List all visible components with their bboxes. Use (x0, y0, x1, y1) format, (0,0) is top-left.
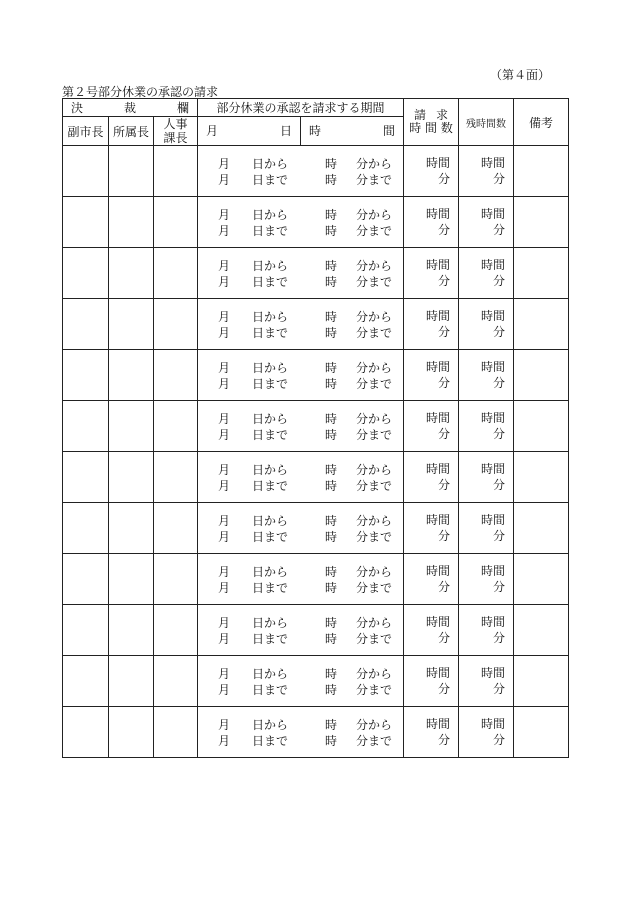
dept-head-stamp-cell[interactable] (109, 503, 154, 554)
remaining-hours-cell[interactable]: 時間 分 (459, 299, 514, 350)
deputy-mayor-stamp-cell[interactable] (63, 554, 109, 605)
dept-head-stamp-cell[interactable] (109, 554, 154, 605)
hr-head-stamp-cell[interactable] (154, 707, 198, 758)
request-row (63, 554, 569, 605)
remarks-cell[interactable] (514, 707, 569, 758)
period-cell[interactable]: 月 日から 時 分から 月 日まで 時 分まで (198, 248, 404, 299)
hr-head-header: 人事 課長 (154, 117, 198, 146)
request-row (63, 248, 569, 299)
period-cell[interactable]: 月 日から 時 分から 月 日まで 時 分まで (198, 605, 404, 656)
deputy-mayor-stamp-cell[interactable] (63, 452, 109, 503)
remarks-cell[interactable] (514, 656, 569, 707)
remaining-hours-cell[interactable]: 時間 分 (459, 248, 514, 299)
remaining-hours-cell[interactable]: 時間 分 (459, 350, 514, 401)
requested-hours-cell[interactable]: 時間 分 (404, 146, 459, 197)
requested-hours-cell[interactable]: 時間 分 (404, 350, 459, 401)
requested-hours-cell[interactable]: 時間 分 (404, 401, 459, 452)
hr-head-stamp-cell[interactable] (154, 656, 198, 707)
partial-leave-request-table (62, 98, 569, 758)
period-cell[interactable]: 月 日から 時 分から 月 日まで 時 分まで (198, 401, 404, 452)
deputy-mayor-stamp-cell[interactable] (63, 707, 109, 758)
dept-head-stamp-cell[interactable] (109, 707, 154, 758)
remarks-cell[interactable] (514, 452, 569, 503)
deputy-mayor-stamp-cell[interactable] (63, 401, 109, 452)
requested-hours-cell[interactable]: 時間 分 (404, 299, 459, 350)
hr-head-stamp-cell[interactable] (154, 401, 198, 452)
dept-head-stamp-cell[interactable] (109, 146, 154, 197)
date-subheader: 月 日 (198, 117, 301, 146)
requested-hours-cell[interactable]: 時間 分 (404, 554, 459, 605)
deputy-mayor-stamp-cell[interactable] (63, 503, 109, 554)
period-cell[interactable]: 月 日から 時 分から 月 日まで 時 分まで (198, 554, 404, 605)
remaining-hours-cell[interactable]: 時間 分 (459, 452, 514, 503)
deputy-mayor-header: 副市長 (63, 117, 109, 146)
dept-head-stamp-cell[interactable] (109, 197, 154, 248)
hr-head-stamp-cell[interactable] (154, 605, 198, 656)
hr-head-stamp-cell[interactable] (154, 452, 198, 503)
request-row (63, 146, 569, 197)
requested-hours-cell[interactable]: 時間 分 (404, 197, 459, 248)
hr-head-stamp-cell[interactable] (154, 350, 198, 401)
period-group-header: 部分休業の承認を請求する期間 (198, 99, 404, 117)
time-subheader: 時 間 (301, 117, 404, 146)
dept-head-stamp-cell[interactable] (109, 248, 154, 299)
period-cell[interactable]: 月 日から 時 分から 月 日まで 時 分まで (198, 197, 404, 248)
dept-head-stamp-cell[interactable] (109, 452, 154, 503)
request-hours-header: 請 求 時 間 数 (404, 99, 459, 146)
hr-head-stamp-cell[interactable] (154, 554, 198, 605)
request-row (63, 503, 569, 554)
request-row (63, 350, 569, 401)
deputy-mayor-stamp-cell[interactable] (63, 350, 109, 401)
deputy-mayor-stamp-cell[interactable] (63, 299, 109, 350)
remaining-hours-cell[interactable]: 時間 分 (459, 605, 514, 656)
requested-hours-cell[interactable]: 時間 分 (404, 656, 459, 707)
remarks-cell[interactable] (514, 299, 569, 350)
hr-head-stamp-cell[interactable] (154, 503, 198, 554)
remaining-hours-cell[interactable]: 時間 分 (459, 503, 514, 554)
page-number-label: （第４面） (489, 68, 550, 82)
remaining-hours-cell[interactable]: 時間 分 (459, 146, 514, 197)
period-cell[interactable]: 月 日から 時 分から 月 日まで 時 分まで (198, 452, 404, 503)
remaining-hours-cell[interactable]: 時間 分 (459, 197, 514, 248)
deputy-mayor-stamp-cell[interactable] (63, 146, 109, 197)
requested-hours-cell[interactable]: 時間 分 (404, 248, 459, 299)
period-cell[interactable]: 月 日から 時 分から 月 日まで 時 分まで (198, 350, 404, 401)
deputy-mayor-stamp-cell[interactable] (63, 197, 109, 248)
hr-head-stamp-cell[interactable] (154, 146, 198, 197)
period-cell[interactable]: 月 日から 時 分から 月 日まで 時 分まで (198, 299, 404, 350)
request-row (63, 197, 569, 248)
period-cell[interactable]: 月 日から 時 分から 月 日まで 時 分まで (198, 146, 404, 197)
approval-group-header: 決 裁 欄 (63, 99, 198, 117)
request-row (63, 452, 569, 503)
hr-head-stamp-cell[interactable] (154, 197, 198, 248)
remarks-cell[interactable] (514, 503, 569, 554)
hr-head-stamp-cell[interactable] (154, 299, 198, 350)
dept-head-stamp-cell[interactable] (109, 350, 154, 401)
requested-hours-cell[interactable]: 時間 分 (404, 707, 459, 758)
deputy-mayor-stamp-cell[interactable] (63, 605, 109, 656)
remaining-hours-cell[interactable]: 時間 分 (459, 401, 514, 452)
requested-hours-cell[interactable]: 時間 分 (404, 503, 459, 554)
hr-head-stamp-cell[interactable] (154, 248, 198, 299)
deputy-mayor-stamp-cell[interactable] (63, 248, 109, 299)
remarks-cell[interactable] (514, 146, 569, 197)
remarks-cell[interactable] (514, 197, 569, 248)
request-row (63, 401, 569, 452)
dept-head-stamp-cell[interactable] (109, 299, 154, 350)
dept-head-stamp-cell[interactable] (109, 656, 154, 707)
remaining-hours-cell[interactable]: 時間 分 (459, 656, 514, 707)
remarks-cell[interactable] (514, 605, 569, 656)
period-cell[interactable]: 月 日から 時 分から 月 日まで 時 分まで (198, 707, 404, 758)
period-cell[interactable]: 月 日から 時 分から 月 日まで 時 分まで (198, 503, 404, 554)
dept-head-stamp-cell[interactable] (109, 401, 154, 452)
form-title: 第２号部分休業の承認の請求 (62, 85, 219, 99)
deputy-mayor-stamp-cell[interactable] (63, 656, 109, 707)
requested-hours-cell[interactable]: 時間 分 (404, 452, 459, 503)
request-row (63, 707, 569, 758)
remarks-cell[interactable] (514, 350, 569, 401)
dept-head-stamp-cell[interactable] (109, 605, 154, 656)
period-cell[interactable]: 月 日から 時 分から 月 日まで 時 分まで (198, 656, 404, 707)
requested-hours-cell[interactable]: 時間 分 (404, 605, 459, 656)
remaining-hours-cell[interactable]: 時間 分 (459, 707, 514, 758)
remaining-hours-header: 残時間数 (459, 99, 514, 146)
dept-head-header: 所属長 (109, 117, 154, 146)
remarks-header: 備考 (514, 99, 569, 146)
remarks-cell[interactable] (514, 554, 569, 605)
request-row (63, 299, 569, 350)
request-row (63, 656, 569, 707)
remarks-cell[interactable] (514, 401, 569, 452)
request-row (63, 605, 569, 656)
remarks-cell[interactable] (514, 248, 569, 299)
remaining-hours-cell[interactable]: 時間 分 (459, 554, 514, 605)
